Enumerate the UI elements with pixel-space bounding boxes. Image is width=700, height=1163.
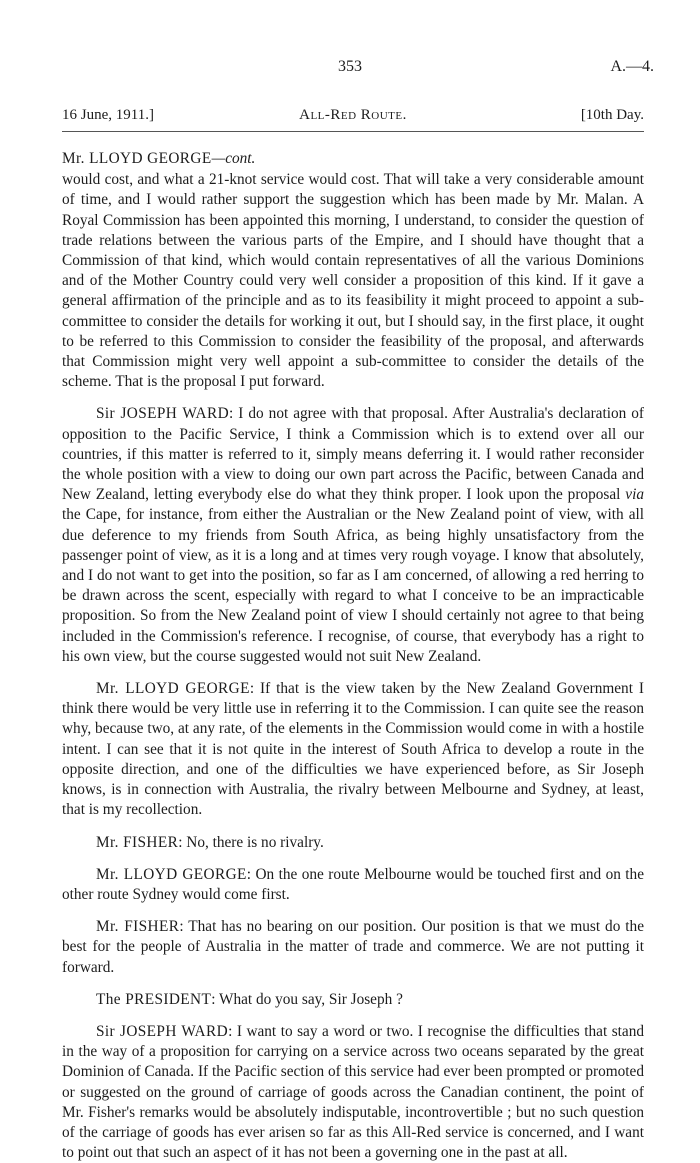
paragraph-speaker: Sir JOSEPH WARD xyxy=(96,405,230,423)
paper-reference: A.—4. xyxy=(610,58,654,75)
continued-tag: —cont. xyxy=(211,150,256,167)
paragraph-speaker: Sir JOSEPH WARD xyxy=(96,1022,229,1040)
paragraph-speaker: Mr. FISHER xyxy=(96,918,180,936)
paragraph-text: would cost, and what a 21-knot service would cost. That will take a very considerable amount of time, and I would rather support the suggestion which has been made by Mr. Malan. A Royal Commission has been appointed this morning, I understand, to consider the question of trade relations between the various parts of the Empire, and I should have thought that a Commission of that kind, which would contain representatives of all the various Dominions and of the Mother Country could very well consider a proposition of this kind. If it gave a general affirmation of the principle and as to its feasibility it might proceed to appoint a sub-committee to consider the details for working it out, but I should say, in the first place, it ought to be referred to this Commission to consider the feasibility of the proposal, and afterwards that Commission might very well appoint a sub-committee to consider the details of the scheme. That is the proposal I put forward. xyxy=(62,171,644,391)
running-head xyxy=(62,107,644,129)
paragraph-speaker: Mr. LLOYD GEORGE xyxy=(96,865,247,883)
paragraph-text: : On the one route Melbourne would be touched first and on the other route Sydney would come first. xyxy=(62,865,644,903)
paragraph xyxy=(62,1022,644,1163)
paragraph xyxy=(62,679,644,820)
continued-speaker-line xyxy=(62,149,644,169)
paragraph xyxy=(62,170,644,392)
paragraph xyxy=(62,990,644,1010)
header-rule xyxy=(62,131,644,132)
paragraph xyxy=(62,833,644,853)
paragraph xyxy=(62,917,644,978)
paragraph-text: : I do not agree with that proposal. After Australia's declaration of opposition to the Pacific Service, I think a Commission which is to extend over all our countries, if this matter is referred to it, simply means deferring it. I would rather reconsider the whole position with a view to doing our own part across the Pacific, between Canada and New Zealand, letting everybody else do what they think proper. I look upon the proposal xyxy=(62,405,645,504)
paragraph-text: : That has no bearing on our position. Our position is that we must do the best for the people of Australia in the matter of trade and commerce. We are not putting it forward. xyxy=(62,918,644,976)
paragraph-text: : What do you say, Sir Joseph ? xyxy=(211,990,403,1008)
paragraph-text: : I want to say a word or two. I recognise the difficulties that stand in the way of a proposition for carrying on a service across two oceans separated by the great Dominion of Canada. If the Pacific section of this service had ever been prompted or promoted or suggested on the ground of carriage of goods across the Canadian continent, the point of Mr. Fisher's remarks would be absolutely indisputable, incontrovertible ; but no such question of the carriage of goods has ever arisen so far as this All-Red service is concerned, and I want to point out that such an aspect of it has not been a governing one in the past at all. xyxy=(62,1022,644,1162)
paragraph xyxy=(62,865,644,905)
paragraph-text-cont: the Cape, for instance, from either the Australian or the New Zealand point of view, with all due deference to my friends from South Africa, as being highly unsatisfactory from the passenger point of view, as it is a long and at times very rough voyage. I know that absolutely, and I do not want to get into the position, so far as I am concerned, of allowing a red herring to be drawn across the scent, especially with regard to what I conceive to be an impracticable proposition. So from the New Zealand point of view I should certainly not agree to that being included in the Commission's reference. I recognise, of course, that everybody has a right to his own view, but the course suggested would not suit New Zealand. xyxy=(62,506,644,665)
paragraph-text: : No, there is no rivalry. xyxy=(178,833,324,851)
paragraph-italic: via xyxy=(625,486,644,504)
document-body xyxy=(62,149,644,1163)
paragraph-speaker: The PRESIDENT xyxy=(96,990,212,1008)
page-top-line xyxy=(0,58,700,80)
paragraph-text: : If that is the view taken by the New Zealand Government I think there would be very little use in referring it to the Commission. I can quite see the reason why, because two, at any rate, of the elements in the Commission would come in with a hostile intent. I can see that it is not quite in the interest of South Africa to develop a route in the opposite direction, and one of the difficulties we have experienced before, as Sir Joseph knows, is in connection with Australia, the rivalry between Melbourne and Sydney, at least, that is my recollection. xyxy=(62,680,644,819)
running-head-title: All-Red Route. xyxy=(299,107,407,123)
page-number: 353 xyxy=(338,58,362,75)
continued-speaker: Mr. LLOYD GEORGE xyxy=(62,150,212,167)
paragraph xyxy=(62,404,644,667)
paragraph-speaker: Mr. FISHER xyxy=(96,833,179,851)
running-head-day: [10th Day. xyxy=(580,107,644,123)
running-head-date: 16 June, 1911.] xyxy=(62,107,154,123)
paragraph-speaker: Mr. LLOYD GEORGE xyxy=(96,680,250,698)
